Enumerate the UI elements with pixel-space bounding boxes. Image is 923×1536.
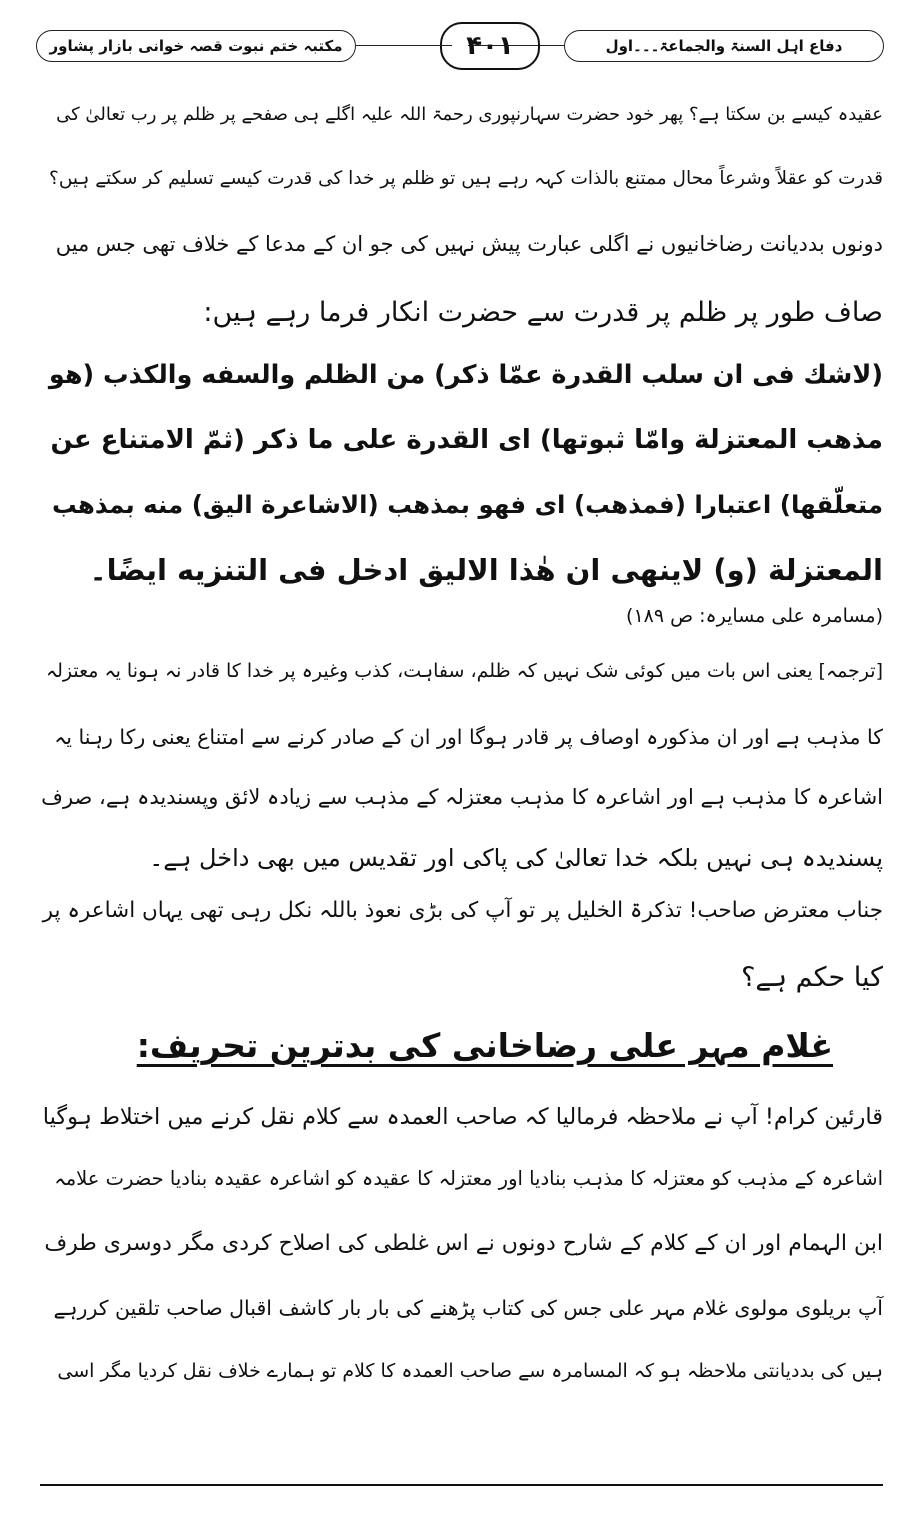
translation-line: اشاعرہ کا مذہب ہے اور اشاعرہ کا مذہب معتزلہ کے مذہب سے زیادہ لائق وپسندیدہ ہے، صرف (41, 785, 883, 809)
publisher-name: مکتبہ ختم نبوت قصہ خوانی بازار پشاور (36, 30, 356, 62)
arabic-quote-line: متعلّقها) اعتبارا (فمذهب) ای فهو بمذهب (الاشاعرة الیق) منه بمذهب (51, 490, 883, 519)
translation-line: کا مذہب ہے اور ان مذکورہ اوصاف پر قادر ہوگا اور ان کے صادر کرنے سے امتناع یعنی رکا رہنا یہ (54, 725, 883, 749)
text-line: قارئین کرام! آپ نے ملاحظہ فرمالیا کہ صاحب العمدہ سے کلام نقل کرنے میں اختلاط ہوگیا (42, 1104, 883, 1130)
text-line: ابن الہمام اور ان کے کلام کے شارح دونوں نے اس غلطی کی اصلاح کردی مگر دوسری طرف (44, 1231, 883, 1256)
header-rule-left (356, 45, 452, 46)
text-line: دونوں بددیانت رضاخانیوں نے اگلی عبارت پیش نہیں کی جو ان کے مدعا کے خلاف تھی جس میں (55, 232, 883, 256)
translation-line: [ترجمہ] یعنی اس بات میں کوئی شک نہیں کہ ظلم، سفاہت، کذب وغیرہ پر خدا کا قادر نہ ہونا یہ معتزلہ (45, 660, 883, 682)
footer-rule (40, 1484, 883, 1486)
text-line: قدرت کو عقلاً وشرعاً محال ممتنع بالذات کہہ رہے ہیں تو ظلم پر خدا کی قدرت کیسے تسلیم کر سکتے ہیں؟ (49, 168, 883, 189)
text-line: کیا حکم ہے؟ (741, 962, 883, 993)
page-number: ۴۰۱ (440, 22, 540, 70)
text-line: صاف طور پر ظلم پر قدرت سے حضرت انکار فرما رہے ہیں: (203, 297, 883, 328)
text-line: ہیں کی بددیانتی ملاحظہ ہو کہ المسامرہ سے صاحب العمدہ کا کلام تو ہمارے خلاف نقل کردیا مگر اسی (57, 1360, 883, 1382)
arabic-quote-line: المعتزلة (و) لاینهی ان هٰذا الالیق ادخل فی التنزیه ایضًا۔ (89, 553, 883, 587)
page-header (36, 22, 884, 72)
arabic-quote-line: مذهب المعتزلة وامّا ثبوتها) ای القدرة علی ما ذکر (ثمّ الامتناع عن (50, 425, 883, 455)
text-line: عقیدہ کیسے بن سکتا ہے؟ پھر خود حضرت سہارنپوری رحمۃ اللہ علیہ اگلے ہی صفحے پر ظلم پر رب تعالیٰ کی (56, 104, 883, 125)
arabic-quote-line: (لاشك فی ان سلب القدرة عمّا ذکر) من الظلم والسفه والکذب (هو (48, 360, 883, 390)
text-line: جناب معترض صاحب! تذکرۃ الخلیل پر تو آپ کی بڑی نعوذ باللہ نکل رہی تھی یہاں اشاعرہ پر (42, 898, 883, 923)
text-line: اشاعرہ کے مذہب کو معتزلہ کا مذہب بنادیا اور معتزلہ کا عقیدہ کو اشاعرہ عقیدہ بنادیا حضرت علامہ (54, 1167, 883, 1190)
translation-line: پسندیدہ ہی نہیں بلکہ خدا تعالیٰ کی پاکی اور تقدیس میں بھی داخل ہے۔ (149, 844, 883, 872)
text-line: آپ بریلوی مولوی غلام مہر علی جس کی کتاب پڑھنے کی بار بار کاشف اقبال صاحب تلقین کررہے (53, 1296, 883, 1320)
citation: (مسامرہ علی مسایرہ: ص ۱۸۹) (626, 605, 883, 627)
book-title: دفاع اہل السنۃ والجماعۃ۔۔۔اول (564, 30, 884, 62)
section-heading: غلام مہر علی رضاخانی کی بدترین تحریف: (136, 1026, 833, 1065)
